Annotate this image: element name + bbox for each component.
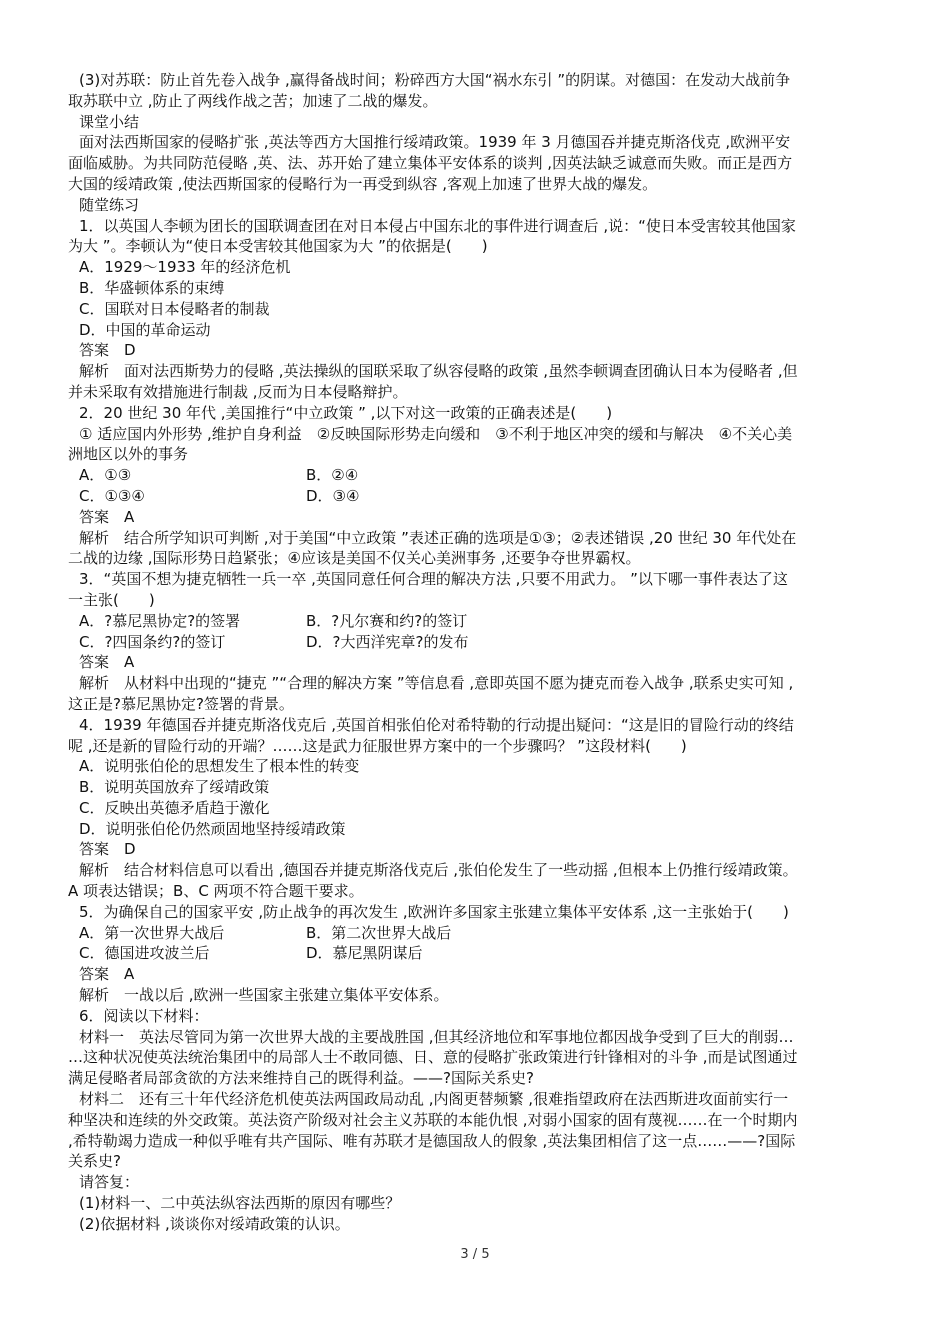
document-body <box>68 70 884 1235</box>
sub-question: (2)依据材料 ,谈谈你对绥靖政策的认识。 <box>79 1214 350 1233</box>
option-row <box>68 611 884 632</box>
option: A．?慕尼黑协定?的签署 <box>79 611 241 630</box>
option: C．①③④ <box>79 486 145 505</box>
explanation: 解析 结合所学知识可判断 ,对于美国“中立政策 ”表述正确的选项是①③；②表述错误 ,20 世纪 30 年代处在 <box>79 528 797 547</box>
answer: 答案 D <box>79 840 136 859</box>
material-text: 材料二 还有三十年代经济危机使英法两国政局动乱 ,内阁更替频繁 ,很难指望政府在法西斯进攻面前实行一 <box>79 1090 789 1109</box>
explanation: 解析 从材料中出现的“捷克 ”“合理的解决方案 ”等信息看 ,意即英国不愿为捷克而卷入战争 ,联系史实可知 , <box>79 674 794 693</box>
explanation: A 项表达错误；B、C 两项不符合题干要求。 <box>68 882 364 901</box>
explanation: 解析 面对法西斯势力的侵略 ,英法操纵的国联采取了纵容侵略的政策 ,虽然李顿调查团确认日本为侵略者 ,但 <box>79 362 798 381</box>
question-text: 4．1939 年德国吞并捷克斯洛伐克后 ,英国首相张伯伦对希特勒的行动提出疑问：“这是旧的冒险行动的终结 <box>79 715 794 734</box>
option: D．慕尼黑阴谋后 <box>306 944 423 963</box>
question-text: 2．20 世纪 30 年代 ,美国推行“中立政策 ” ,以下对这一政策的正确表述是( ) <box>79 403 613 422</box>
text-line: 大国的绥靖政策 ,使法西斯国家的侵略行为一再受到纵容 ,客观上加速了世界大战的爆发。 <box>68 174 658 193</box>
text-line: (3)对苏联：防止首先卷入战争 ,赢得备战时间；粉碎西方大国“祸水东引 ”的阴谋。对德国：在发动大战前争 <box>79 71 791 89</box>
section-heading: 随堂练习 <box>79 195 140 214</box>
option-row <box>68 632 884 653</box>
question-text: 为大 ”。李顿认为“使日本受害较其他国家为大 ”的依据是( ) <box>68 237 488 256</box>
option: B．说明英国放弃了绥靖政策 <box>79 778 270 797</box>
option: A．①③ <box>79 466 132 485</box>
option: C．国联对日本侵略者的制裁 <box>79 299 270 318</box>
sub-question: (1)材料一、二中英法纵容法西斯的原因有哪些？ <box>79 1194 401 1213</box>
question-text: 一主张( ) <box>68 590 155 609</box>
explanation: 这正是?慕尼黑协定?签署的背景。 <box>68 694 294 713</box>
option-row <box>68 465 884 486</box>
option: C．?四国条约?的签订 <box>79 632 226 651</box>
question-text: 5．为确保自己的国家平安 ,防止战争的再次发生 ,欧洲许多国家主张建立集体平安体系 ,这一主张始于( ) <box>79 902 789 921</box>
text-line: 取苏联中立 ,防止了两线作战之苦；加速了二战的爆发。 <box>68 91 438 110</box>
answer: 答案 A <box>79 507 135 526</box>
explanation: 解析 一战以后 ,欧洲一些国家主张建立集体平安体系。 <box>79 986 449 1005</box>
explanation: 并未采取有效措施进行制裁 ,反而为日本侵略辩护。 <box>68 382 408 401</box>
answer: 答案 A <box>79 653 135 672</box>
option: A．说明张伯伦的思想发生了根本性的转变 <box>79 757 360 776</box>
answer: 答案 A <box>79 965 135 984</box>
prompt-text: 请答复： <box>79 1173 140 1192</box>
option: B．第二次世界大战后 <box>306 923 452 942</box>
option: D．③④ <box>306 486 360 505</box>
question-text: 1．以英国人李顿为团长的国联调查团在对日本侵占中国东北的事件进行调查后 ,说：“使日本受害较其他国家 <box>79 216 796 235</box>
option-row <box>68 943 884 964</box>
answer: 答案 D <box>79 341 136 360</box>
material-text: ,希特勒竭力造成一种似乎唯有共产国际、唯有苏联才是德国敌人的假象 ,英法集团相信了这一点……——?国际 <box>68 1131 796 1150</box>
option: B．?凡尔赛和约?的签订 <box>306 611 468 630</box>
question-text: 6．阅读以下材料： <box>79 1006 209 1025</box>
question-text: ① 适应国内外形势 ,维护自身利益 ②反映国际形势走向缓和 ③不利于地区冲突的缓和与解决 ④不关心美 <box>79 424 793 443</box>
material-text: 满足侵略者局部贪欲的方法来维持自己的既得利益。——?国际关系史? <box>68 1069 534 1088</box>
option: C．德国进攻波兰后 <box>79 944 210 963</box>
option: D．说明张伯伦仍然顽固地坚持绥靖政策 <box>79 819 346 838</box>
option: C．反映出英德矛盾趋于激化 <box>79 798 270 817</box>
option: B．②④ <box>306 466 359 485</box>
text-line: 面对法西斯国家的侵略扩张 ,英法等西方大国推行绥靖政策。1939 年 3 月德国吞并捷克斯洛伐克 ,欧洲平安 <box>79 133 791 152</box>
option: B．华盛顿体系的束缚 <box>79 278 225 297</box>
option: A．1929～1933 年的经济危机 <box>79 258 291 277</box>
option: D．?大西洋宪章?的发布 <box>306 632 469 651</box>
option: D．中国的革命运动 <box>79 320 211 339</box>
explanation: 解析 结合材料信息可以看出 ,德国吞并捷克斯洛伐克后 ,张伯伦发生了一些动摇 ,但根本上仍推行绥靖政策。 <box>79 861 798 880</box>
question-text: 呢 ,还是新的冒险行动的开端？……这是武力征服世界方案中的一个步骤吗？ ”这段材料( ) <box>68 736 687 755</box>
option: A．第一次世界大战后 <box>79 923 225 942</box>
text-line: 面临威胁。为共同防范侵略 ,英、法、苏开始了建立集体平安体系的谈判 ,因英法缺乏诚意而失败。而正是西方 <box>68 154 793 173</box>
option-row <box>68 923 884 944</box>
material-text: …这种状况使英法统治集团中的局部人士不敢同德、日、意的侵略扩张政策进行针锋相对的斗争 ,而是试图通过 <box>68 1048 798 1067</box>
section-heading: 课堂小结 <box>79 112 140 131</box>
material-text: 种坚决和连续的外交政策。英法资产阶级对社会主义苏联的本能仇恨 ,对弱小国家的固有蔑视……在一个时期内 <box>68 1110 798 1129</box>
question-text: 3．“英国不想为捷克牺牲一兵一卒 ,英国同意任何合理的解决方法 ,只要不用武力。 ”以下哪一事件表达了这 <box>79 570 788 589</box>
question-text: 洲地区以外的事务 <box>68 445 189 464</box>
material-text: 材料一 英法尽管同为第一次世界大战的主要战胜国 ,但其经济地位和军事地位都因战争受到了巨大的削弱… <box>79 1027 794 1046</box>
page-number: 3 / 5 <box>460 1247 490 1262</box>
option-row <box>68 486 884 507</box>
explanation: 二战的边缘 ,国际形势日趋紧张；④应该是美国不仅关心美洲事务 ,还要争夺世界霸权。 <box>68 549 641 568</box>
material-text: 关系史? <box>68 1152 121 1171</box>
